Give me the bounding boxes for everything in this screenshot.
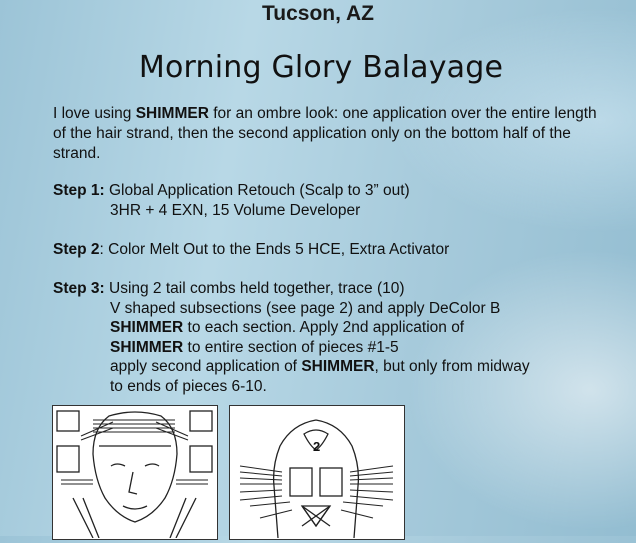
location-heading: Tucson, AZ <box>262 2 374 25</box>
intro-paragraph: I love using SHIMMER for an ombre look: one application over the entire length of the hair strand, then the second application only on the bottom half of the strand. <box>53 105 597 162</box>
step-3-label: Step 3: <box>53 280 105 297</box>
step-1-label: Step 1: <box>53 182 105 199</box>
face-diagram-front <box>52 405 218 540</box>
head-diagram-top <box>229 405 405 540</box>
step-3: Step 3: Using 2 tail combs held together, trace (10) V shaped subsections (see page 2) and apply DeColor B SHIMMER to each section. Apply 2nd application of SHIMMER to entire section of pieces #1-5 apply second application of SHIMMER, but only from midway to ends of pieces 6-10. <box>53 280 530 395</box>
page-title: Morning Glory Balayage <box>138 50 504 85</box>
step-2: Step 2: Color Melt Out to the Ends 5 HCE, Extra Activator <box>53 241 450 258</box>
product-name: SHIMMER <box>135 105 209 122</box>
step-1: Step 1: Global Application Retouch (Scalp to 3” out) 3HR + 4 EXN, 15 Volume Developer <box>53 182 410 219</box>
face-front-illustration <box>53 406 216 538</box>
step-2-label: Step 2 <box>53 241 100 258</box>
section-number-label: 2 <box>313 439 321 454</box>
